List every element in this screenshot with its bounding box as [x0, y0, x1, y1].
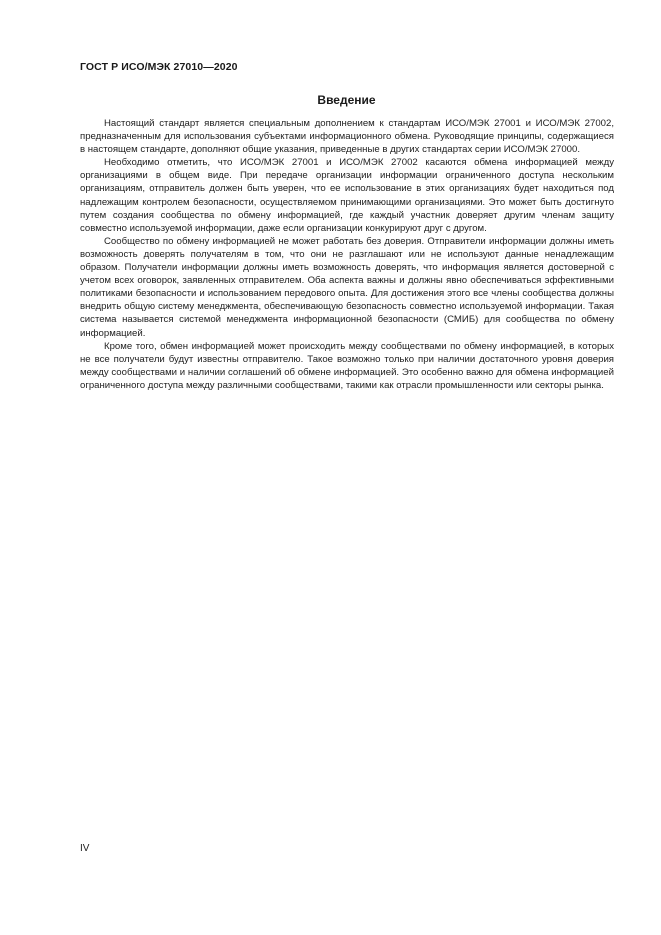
paragraph: Настоящий стандарт является специальным дополнением к стандартам ИСО/МЭК 27001 и ИСО/МЭК 27002, предназначенным для использования субъектами информационного обмена. Руководящие принципы, содержащиеся в настоящем стандарте, дополняют общие указания, приведенные в других стандартах серии ИСО/МЭК 27000.: [80, 118, 614, 156]
paragraph: Кроме того, обмен информацией может происходить между сообществами по обмену информацией, в которых не все получатели будут известны отправителю. Такое возможно только при наличии достаточного уровня доверия между сообществами и наличии соглашений об обмене информацией. Это особенно важно для обмена информацией ограниченного доступа между различными сообществами, такими как отрасли промышленности или секторы рынка.: [80, 340, 614, 391]
body-text: [80, 117, 614, 392]
document-header: ГОСТ Р ИСО/МЭК 27010—2020: [80, 61, 238, 73]
section-title: Введение: [317, 93, 376, 107]
paragraph: Необходимо отметить, что ИСО/МЭК 27001 и ИСО/МЭК 27002 касаются обмена информацией между организациями в общем виде. При передаче организации информации ограниченного доступа нескольким организациям, отправитель должен быть уверен, что ее использование в этих организациях будет находиться под надлежащим контролем безопасности, осуществляемом принимающими организациями. Это может быть достигнуто путем создания сообщества по обмену информацией, где каждый участник доверяет другим членам защиту совместно используемой информации, даже если организации конкурируют друг с другом.: [80, 157, 614, 234]
paragraph: Сообщество по обмену информацией не может работать без доверия. Отправители информации должны иметь возможность доверять получателям в том, что они не разглашают или не используют данные ненадлежащим образом. Получатели информации должны иметь возможность доверять, что информация является достоверной с учетом всех оговорок, заявленных отправителем. Оба аспекта важны и должны явно обеспечиваться эффективными политиками безопасности и использованием передового опыта. Для достижения этого все члены сообщества должны внедрить общую систему менеджмента, обеспечивающую безопасность совместно используемой информации. Такая система называется системой менеджмента информационной безопасности (СМИБ) для сообщества по обмену информацией.: [80, 235, 614, 339]
page-number: IV: [80, 843, 90, 854]
